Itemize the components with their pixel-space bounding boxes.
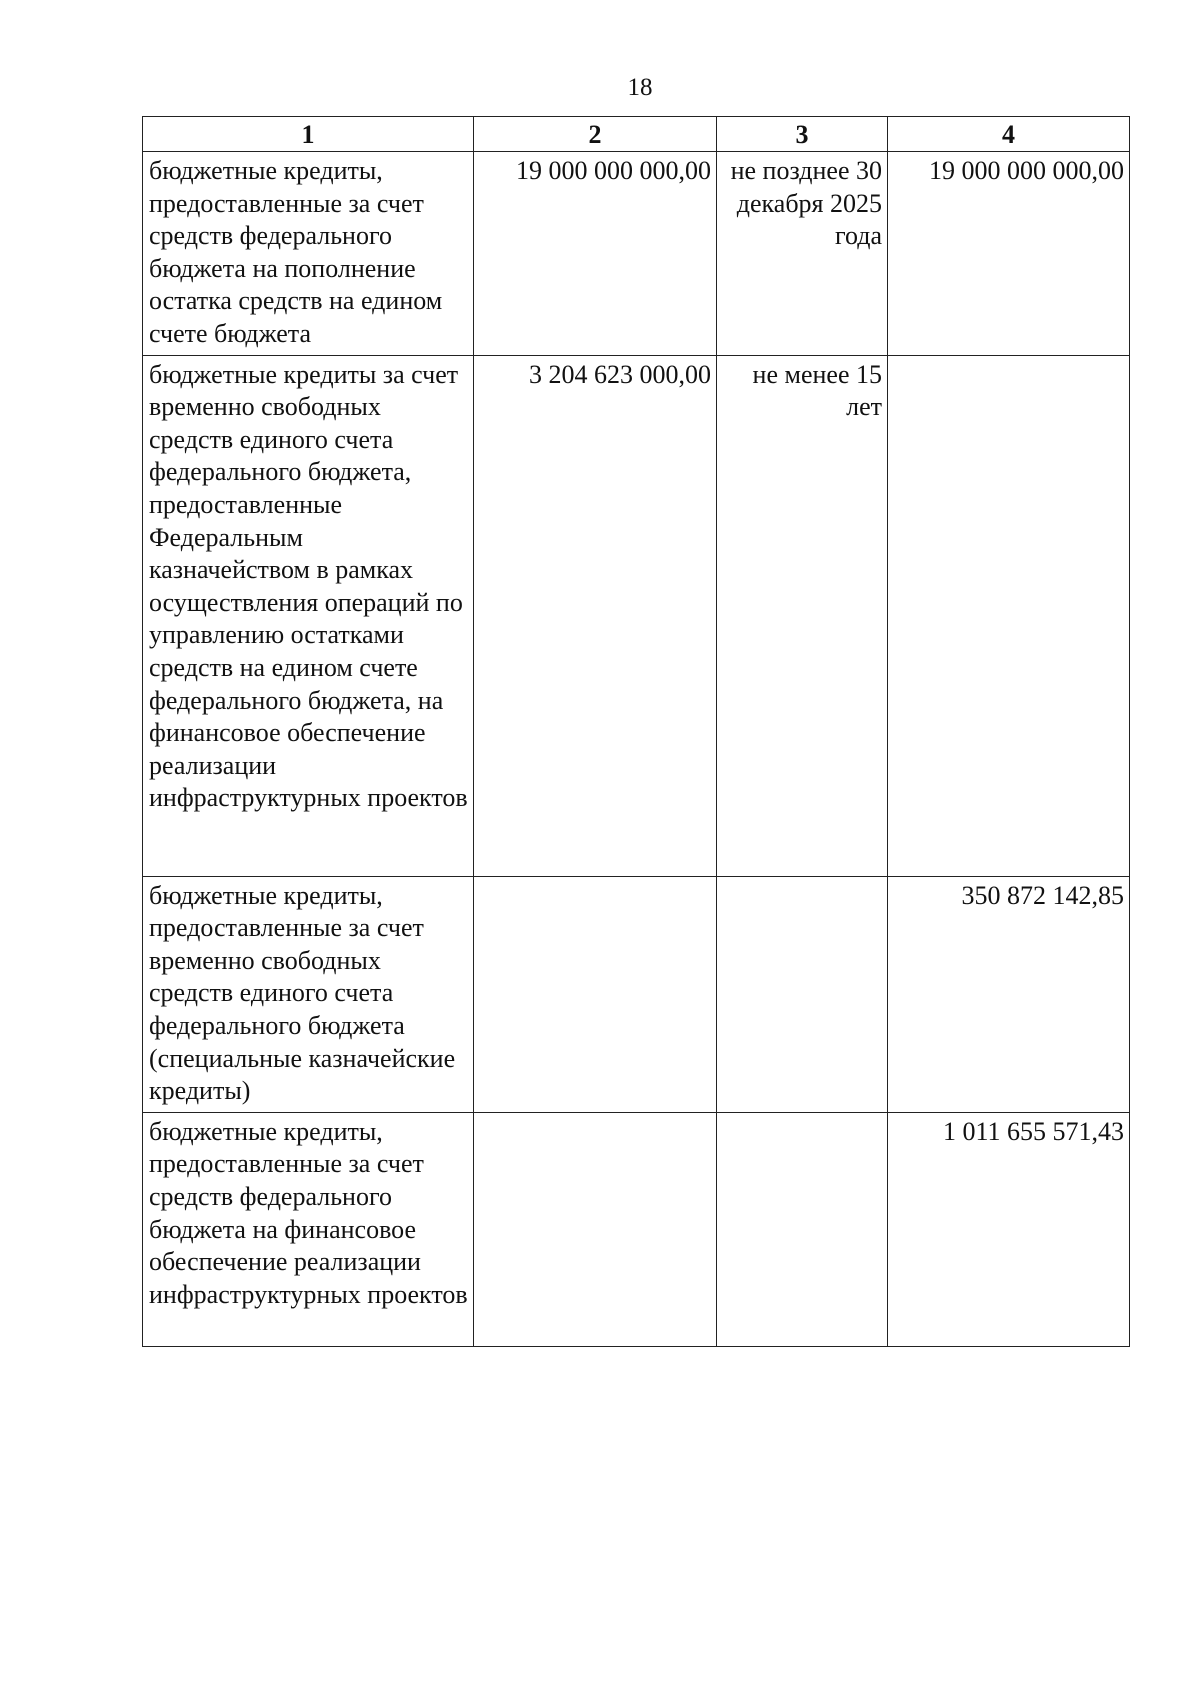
amount-cell: 350 872 142,85 <box>888 876 1130 1112</box>
budget-credits-table <box>142 116 1130 1347</box>
credit-type-cell: бюджетные кредиты за счет временно свободных средств единого счета федерального бюджета, предоставленные Федеральным казначейством в рамках осуществления операций по управлению остатками средств на едином счете федерального бюджета, на финансовое обеспечение реализации инфраструктурных проектов <box>143 355 474 876</box>
amount-cell: 19 000 000 000,00 <box>888 152 1130 356</box>
column-header-4: 4 <box>888 117 1130 152</box>
table-row <box>143 876 1130 1112</box>
table-row <box>143 1112 1130 1346</box>
term-cell: не менее 15 лет <box>717 355 888 876</box>
page-number: 18 <box>627 74 653 101</box>
term-cell <box>717 876 888 1112</box>
term-cell <box>717 1112 888 1346</box>
term-cell: не позднее 30 декабря 2025 года <box>717 152 888 356</box>
column-header-1: 1 <box>143 117 474 152</box>
credit-type-cell: бюджетные кредиты, предоставленные за счет средств федерального бюджета на пополнение остатка средств на едином счете бюджета <box>143 152 474 356</box>
column-header-2: 2 <box>474 117 717 152</box>
credit-type-cell: бюджетные кредиты, предоставленные за счет средств федерального бюджета на финансовое обеспечение реализации инфраструктурных проектов <box>143 1112 474 1346</box>
amount-cell <box>474 876 717 1112</box>
credit-type-cell: бюджетные кредиты, предоставленные за счет временно свободных средств единого счета федерального бюджета (специальные казначейские кредиты) <box>143 876 474 1112</box>
column-header-3: 3 <box>717 117 888 152</box>
amount-cell: 1 011 655 571,43 <box>888 1112 1130 1346</box>
amount-cell: 19 000 000 000,00 <box>474 152 717 356</box>
table-row <box>143 152 1130 356</box>
amount-cell <box>474 1112 717 1346</box>
amount-cell <box>888 355 1130 876</box>
amount-cell: 3 204 623 000,00 <box>474 355 717 876</box>
table-header-row <box>143 117 1130 152</box>
table-row <box>143 355 1130 876</box>
